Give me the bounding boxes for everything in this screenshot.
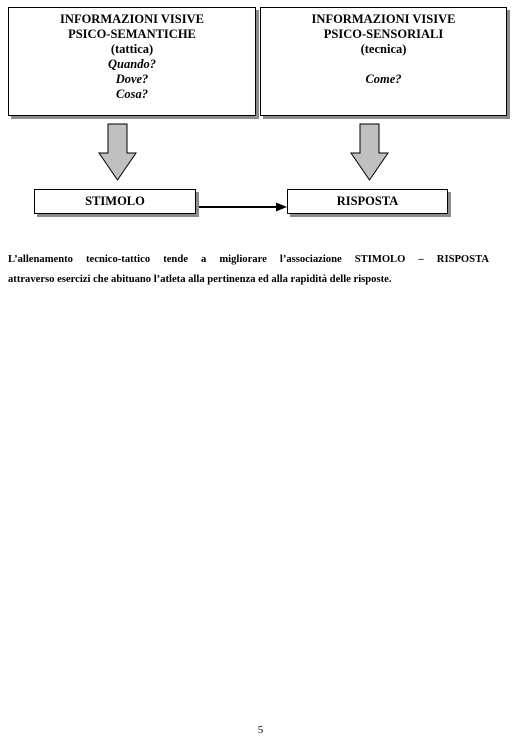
right-box-line-2: PSICO-SENSORIALI (323, 27, 444, 41)
visual-info-semantic-box (8, 7, 256, 116)
left-box-question-what: Cosa? (116, 87, 148, 101)
paragraph-line-2: attraverso esercizi che abituano l’atleta alla pertinenza ed alla rapidità delle risposte. (8, 274, 392, 285)
left-box-line-3: (tattica) (110, 42, 154, 56)
right-box-question-how: Come? (365, 72, 402, 86)
page-number: 5 (257, 724, 264, 736)
stimulus-label: STIMOLO (85, 194, 145, 208)
down-arrow-right (351, 124, 388, 180)
right-box-line-3: (tecnica) (360, 42, 407, 56)
right-box-line-1: INFORMAZIONI VISIVE (311, 12, 456, 26)
connector-arrow-head (276, 203, 287, 212)
down-arrow-left (99, 124, 136, 180)
visual-info-sensorial-box (260, 7, 507, 116)
response-label: RISPOSTA (336, 194, 399, 208)
left-box-question-where: Dove? (115, 72, 149, 86)
right-box-spacer (261, 57, 506, 72)
left-box-question-when: Quando? (108, 57, 156, 71)
stimulus-box (34, 189, 196, 214)
left-box-line-1: INFORMAZIONI VISIVE (60, 12, 204, 26)
body-paragraph (8, 250, 489, 290)
response-box (287, 189, 448, 214)
left-box-line-2: PSICO-SEMANTICHE (68, 27, 196, 41)
paragraph-line-1: L’allenamento tecnico-tattico tende a migliorare l’associazione STIMOLO – RISPOSTA (8, 254, 489, 265)
